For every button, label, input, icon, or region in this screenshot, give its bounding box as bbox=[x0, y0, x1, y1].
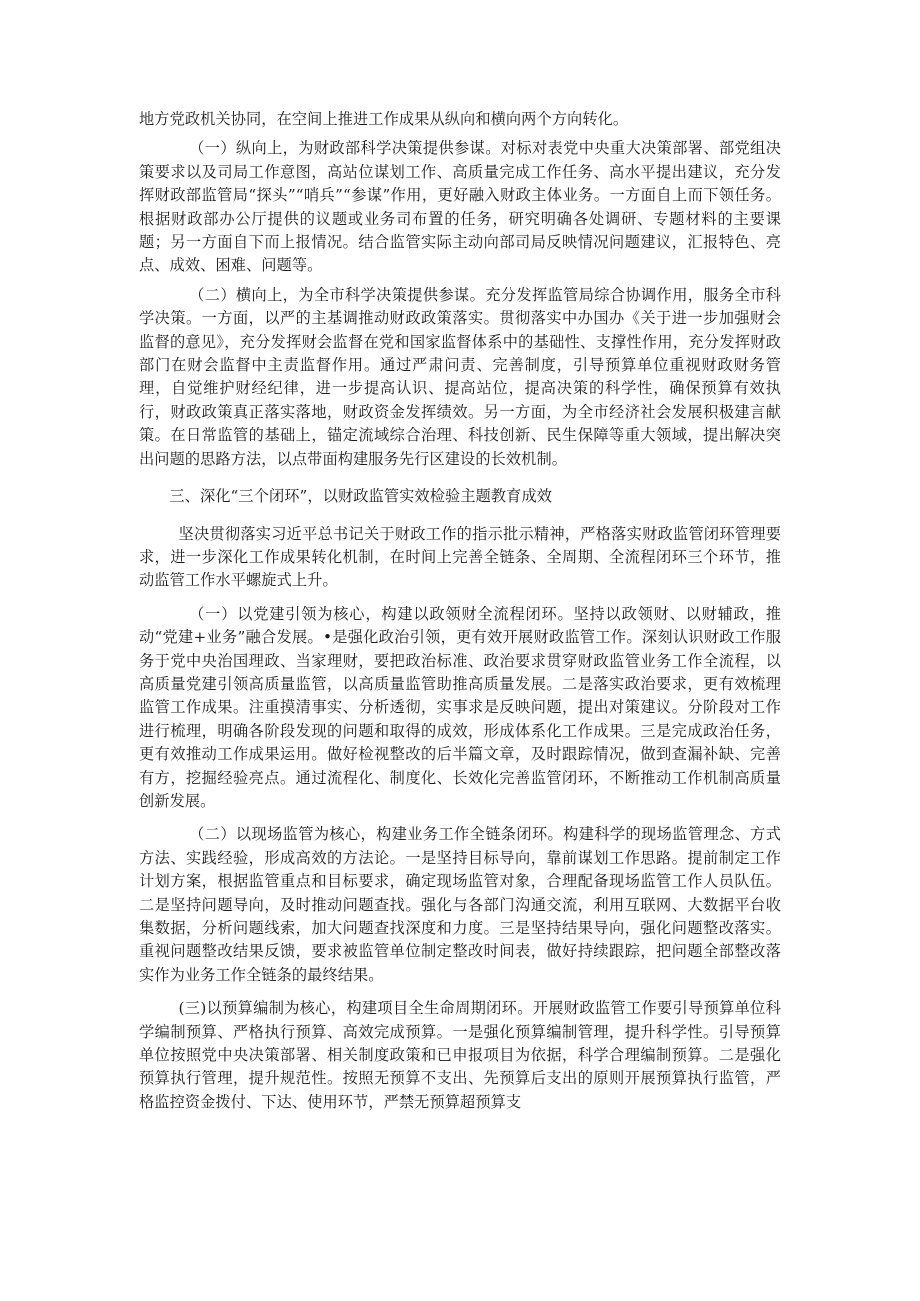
paragraph-horizontal-section: （二）横向上，为全市科学决策提供参谋。充分发挥监管局综合协调作用，服务全市科学决策。一方面，以严的主基调推动财政政策落实。贯彻落实中办国办《关于进一步加强财会监督的意见》，充分发挥财会监督在党和国家监督体系中的基础性、支撑性作用，充分发挥财政部门在财会监督中主责监督作用。通过严肃问责、完善制度，引导预算单位重视财政财务管理，自觉维护财经纪律，进一步提高认识、提高站位，提高决策的科学性，确保预算有效执行，财政政策真正落实落地，财政资金发挥绩效。另一方面，为全市经济社会发展积极建言献策。在日常监管的基础上，锚定流域综合治理、科技创新、民生保障等重大领域，提出解决突出问题的思路方法，以点带面构建服务先行区建设的长效机制。 bbox=[139, 285, 781, 468]
paragraph-party-building-loop: （一）以党建引领为核心，构建以政领财全流程闭环。坚持以政领财、以财辅政，推动“党建+业务”融合发展。•是强化政治引领，更有效开展财政监管工作。深刻认识财政工作服务于党中央治国理政、当家理财，要把政治标准、政治要求贯穿财政监管业务工作全流程，以高质量党建引领高质量监管，以高质量监管助推高质量发展。二是落实政治要求，更有效梳理监管工作成果。注重摸清事实、分析透彻，实事求是反映问题，提出对策建议。分阶段对工作进行梳理，明确各阶段发现的问题和取得的成效，形成体系化工作成果。三是完成政治任务，更有效推动工作成果运用。做好检视整改的后半篇文章，及时跟踪情况，做到查漏补缺、完善有方，挖掘经验亮点。通过流程化、制度化、长效化完善监管闭环，不断推动工作机制高质量创新发展。 bbox=[139, 604, 781, 810]
paragraph-vertical-section: （一）纵向上，为财政部科学决策提供参谋。对标对表党中央重大决策部署、部党组决策要求以及司局工作意图，高站位谋划工作、高质量完成工作任务、高水平提出建议，充分发挥财政部监管局“探头”“哨兵”“参谋”作用，更好融入财政主体业务。一方面自上而下领任务。根据财政部办公厅提供的议题或业务司布置的任务，研究明确各处调研、专题材料的主要课题；另一方面自下而上报情况。结合监管实际主动向部司局反映情况问题建议，汇报特色、亮点、成效、困难、问题等。 bbox=[139, 139, 781, 275]
document-body bbox=[139, 108, 781, 1114]
paragraph-budget-loop: (三)以预算编制为核心，构建项目全生命周期闭环。开展财政监管工作要引导预算单位科学编制预算、严格执行预算、高效完成预算。一是强化预算编制管理，提升科学性。引导预算单位按照党中央决策部署、相关制度政策和已申报项目为依据，科学合理编制预算。二是强化预算执行管理，提升规范性。按照无预算不支出、先预算后支出的原则开展预算执行监管，严格监控资金拨付、下达、使用环节，严禁无预算超预算支 bbox=[139, 999, 781, 1111]
paragraph-intro-continuation: 地方党政机关协同，在空间上推进工作成果从纵向和横向两个方向转化。 bbox=[139, 110, 629, 128]
section-heading-three: 三、深化“三个闭环”，以财政监管实效检验主题教育成效 bbox=[169, 487, 553, 506]
paragraph-section-three-intro: 坚决贯彻落实习近平总书记关于财政工作的指示批示精神，严格落实财政监管闭环管理要求，进一步深化工作成果转化机制，在时间上完善全链条、全周期、全流程闭环三个环节，推动监管工作水平螺旋式上升。 bbox=[139, 524, 781, 590]
paragraph-onsite-supervision-loop: （二）以现场监管为核心，构建业务工作全链条闭环。构建科学的现场监管理念、方式方法、实践经验，形成高效的方法论。一是坚持目标导向，靠前谋划工作思路。提前制定工作计划方案，根据监管重点和目标要求，确定现场监管对象，合理配备现场监管工作人员队伍。二是坚持问题导向，及时推动问题查找。强化与各部门沟通交流，利用互联网、大数据平台收集数据，分析问题线索，加大问题查找深度和力度。三是坚持结果导向，强化问题整改落实。重视问题整改结果反馈，要求被监管单位制定整改时间表，做好持续跟踪，把问题全部整改落实作为业务工作全链条的最终结果。 bbox=[139, 825, 781, 984]
